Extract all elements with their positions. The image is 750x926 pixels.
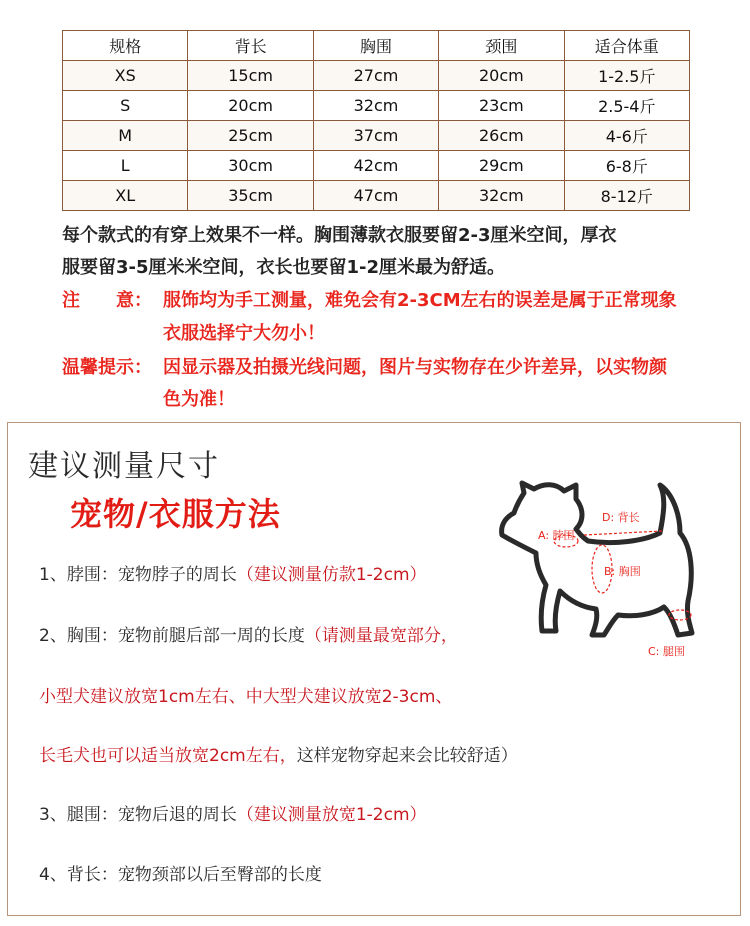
- table-row: [63, 151, 690, 181]
- column-header: 背长: [188, 31, 313, 61]
- guide-subtitle: 宠物/衣服方法: [70, 495, 281, 533]
- table-cell: 26cm: [439, 121, 564, 151]
- guide-title: 建议测量尺寸: [28, 449, 220, 484]
- column-header: 胸围: [313, 31, 438, 61]
- table-row: [63, 121, 690, 151]
- table-header-row: [63, 31, 690, 61]
- attention-text-2: 衣服选择宁大勿小！: [163, 323, 325, 344]
- table-cell: S: [63, 91, 188, 121]
- column-header: 规格: [63, 31, 188, 61]
- table-cell: 32cm: [439, 181, 564, 211]
- column-header: 颈围: [439, 31, 564, 61]
- table-cell: 47cm: [313, 181, 438, 211]
- step-highlight: （请测量最宽部分，: [304, 626, 458, 646]
- dog-outline: [502, 483, 692, 635]
- table-cell: 20cm: [188, 91, 313, 121]
- dog-measurement-illustration: [484, 475, 714, 665]
- step-back: [39, 860, 322, 885]
- table-cell: 30cm: [188, 151, 313, 181]
- table-cell: 1-2.5斤: [564, 61, 689, 91]
- back-label: D: 背长: [602, 511, 640, 524]
- step-chest-line-3: [39, 741, 518, 766]
- table-row: [63, 61, 690, 91]
- table-cell: 15cm: [188, 61, 313, 91]
- tip-text-2: 色为准！: [163, 389, 235, 410]
- size-table: [62, 30, 690, 211]
- table-cell: 37cm: [313, 121, 438, 151]
- step-neck: [39, 560, 427, 585]
- table-cell: 4-6斤: [564, 121, 689, 151]
- step-text: 2、胸围：宠物前腿后部一周的长度: [39, 626, 305, 646]
- table-cell: 6-8斤: [564, 151, 689, 181]
- neck-label: A: 脖围: [538, 529, 575, 542]
- table-cell: 23cm: [439, 91, 564, 121]
- step-chest-line-2: [39, 682, 452, 707]
- table-cell: 20cm: [439, 61, 564, 91]
- step-highlight: （建议测量放宽1-2cm）: [236, 805, 427, 825]
- step-highlight: 小型犬建议放宽1cm左右、中大型犬建议放宽2-3cm、: [39, 687, 453, 707]
- table-cell: 25cm: [188, 121, 313, 151]
- leg-label: C: 腿围: [648, 645, 685, 658]
- attention-label: 注 意：: [62, 290, 152, 311]
- table-row: [63, 91, 690, 121]
- tip-text-1: 因显示器及拍摄光线问题，图片与实物存在少许差异，以实物颜: [163, 357, 667, 378]
- note-line-1: 每个款式的有穿上效果不一样。胸围薄款衣服要留2-3厘米空间，厚衣: [62, 225, 617, 246]
- tip-label: 温馨提示：: [62, 357, 152, 378]
- step-text: 3、腿围：宠物后退的周长: [39, 805, 237, 825]
- table-cell: 8-12斤: [564, 181, 689, 211]
- step-leg: [39, 800, 427, 825]
- table-cell: M: [63, 121, 188, 151]
- measurement-guide: [7, 422, 741, 916]
- table-row: [63, 181, 690, 211]
- step-text: 1、脖围：宠物脖子的周长: [39, 565, 237, 585]
- attention-text-1: 服饰均为手工测量，难免会有2-3CM左右的误差是属于正常现象: [163, 290, 677, 311]
- step-highlight: 长毛犬也可以适当放宽2cm左右，: [39, 746, 297, 766]
- table-cell: 27cm: [313, 61, 438, 91]
- table-cell: 29cm: [439, 151, 564, 181]
- note-line-2: 服要留3-5厘米米空间，衣长也要留1-2厘米最为舒适。: [62, 257, 506, 278]
- chest-label: B: 胸围: [604, 565, 641, 578]
- table-cell: L: [63, 151, 188, 181]
- table-cell: 42cm: [313, 151, 438, 181]
- step-highlight: （建议测量仿款1-2cm）: [236, 565, 427, 585]
- column-header: 适合体重: [564, 31, 689, 61]
- table-cell: XS: [63, 61, 188, 91]
- step-text: 4、背长：宠物颈部以后至臀部的长度: [39, 865, 322, 885]
- table-cell: 2.5-4斤: [564, 91, 689, 121]
- table-cell: 32cm: [313, 91, 438, 121]
- step-text: 这样宠物穿起来会比较舒适）: [296, 746, 518, 766]
- table-cell: XL: [63, 181, 188, 211]
- table-cell: 35cm: [188, 181, 313, 211]
- step-chest: [39, 621, 458, 646]
